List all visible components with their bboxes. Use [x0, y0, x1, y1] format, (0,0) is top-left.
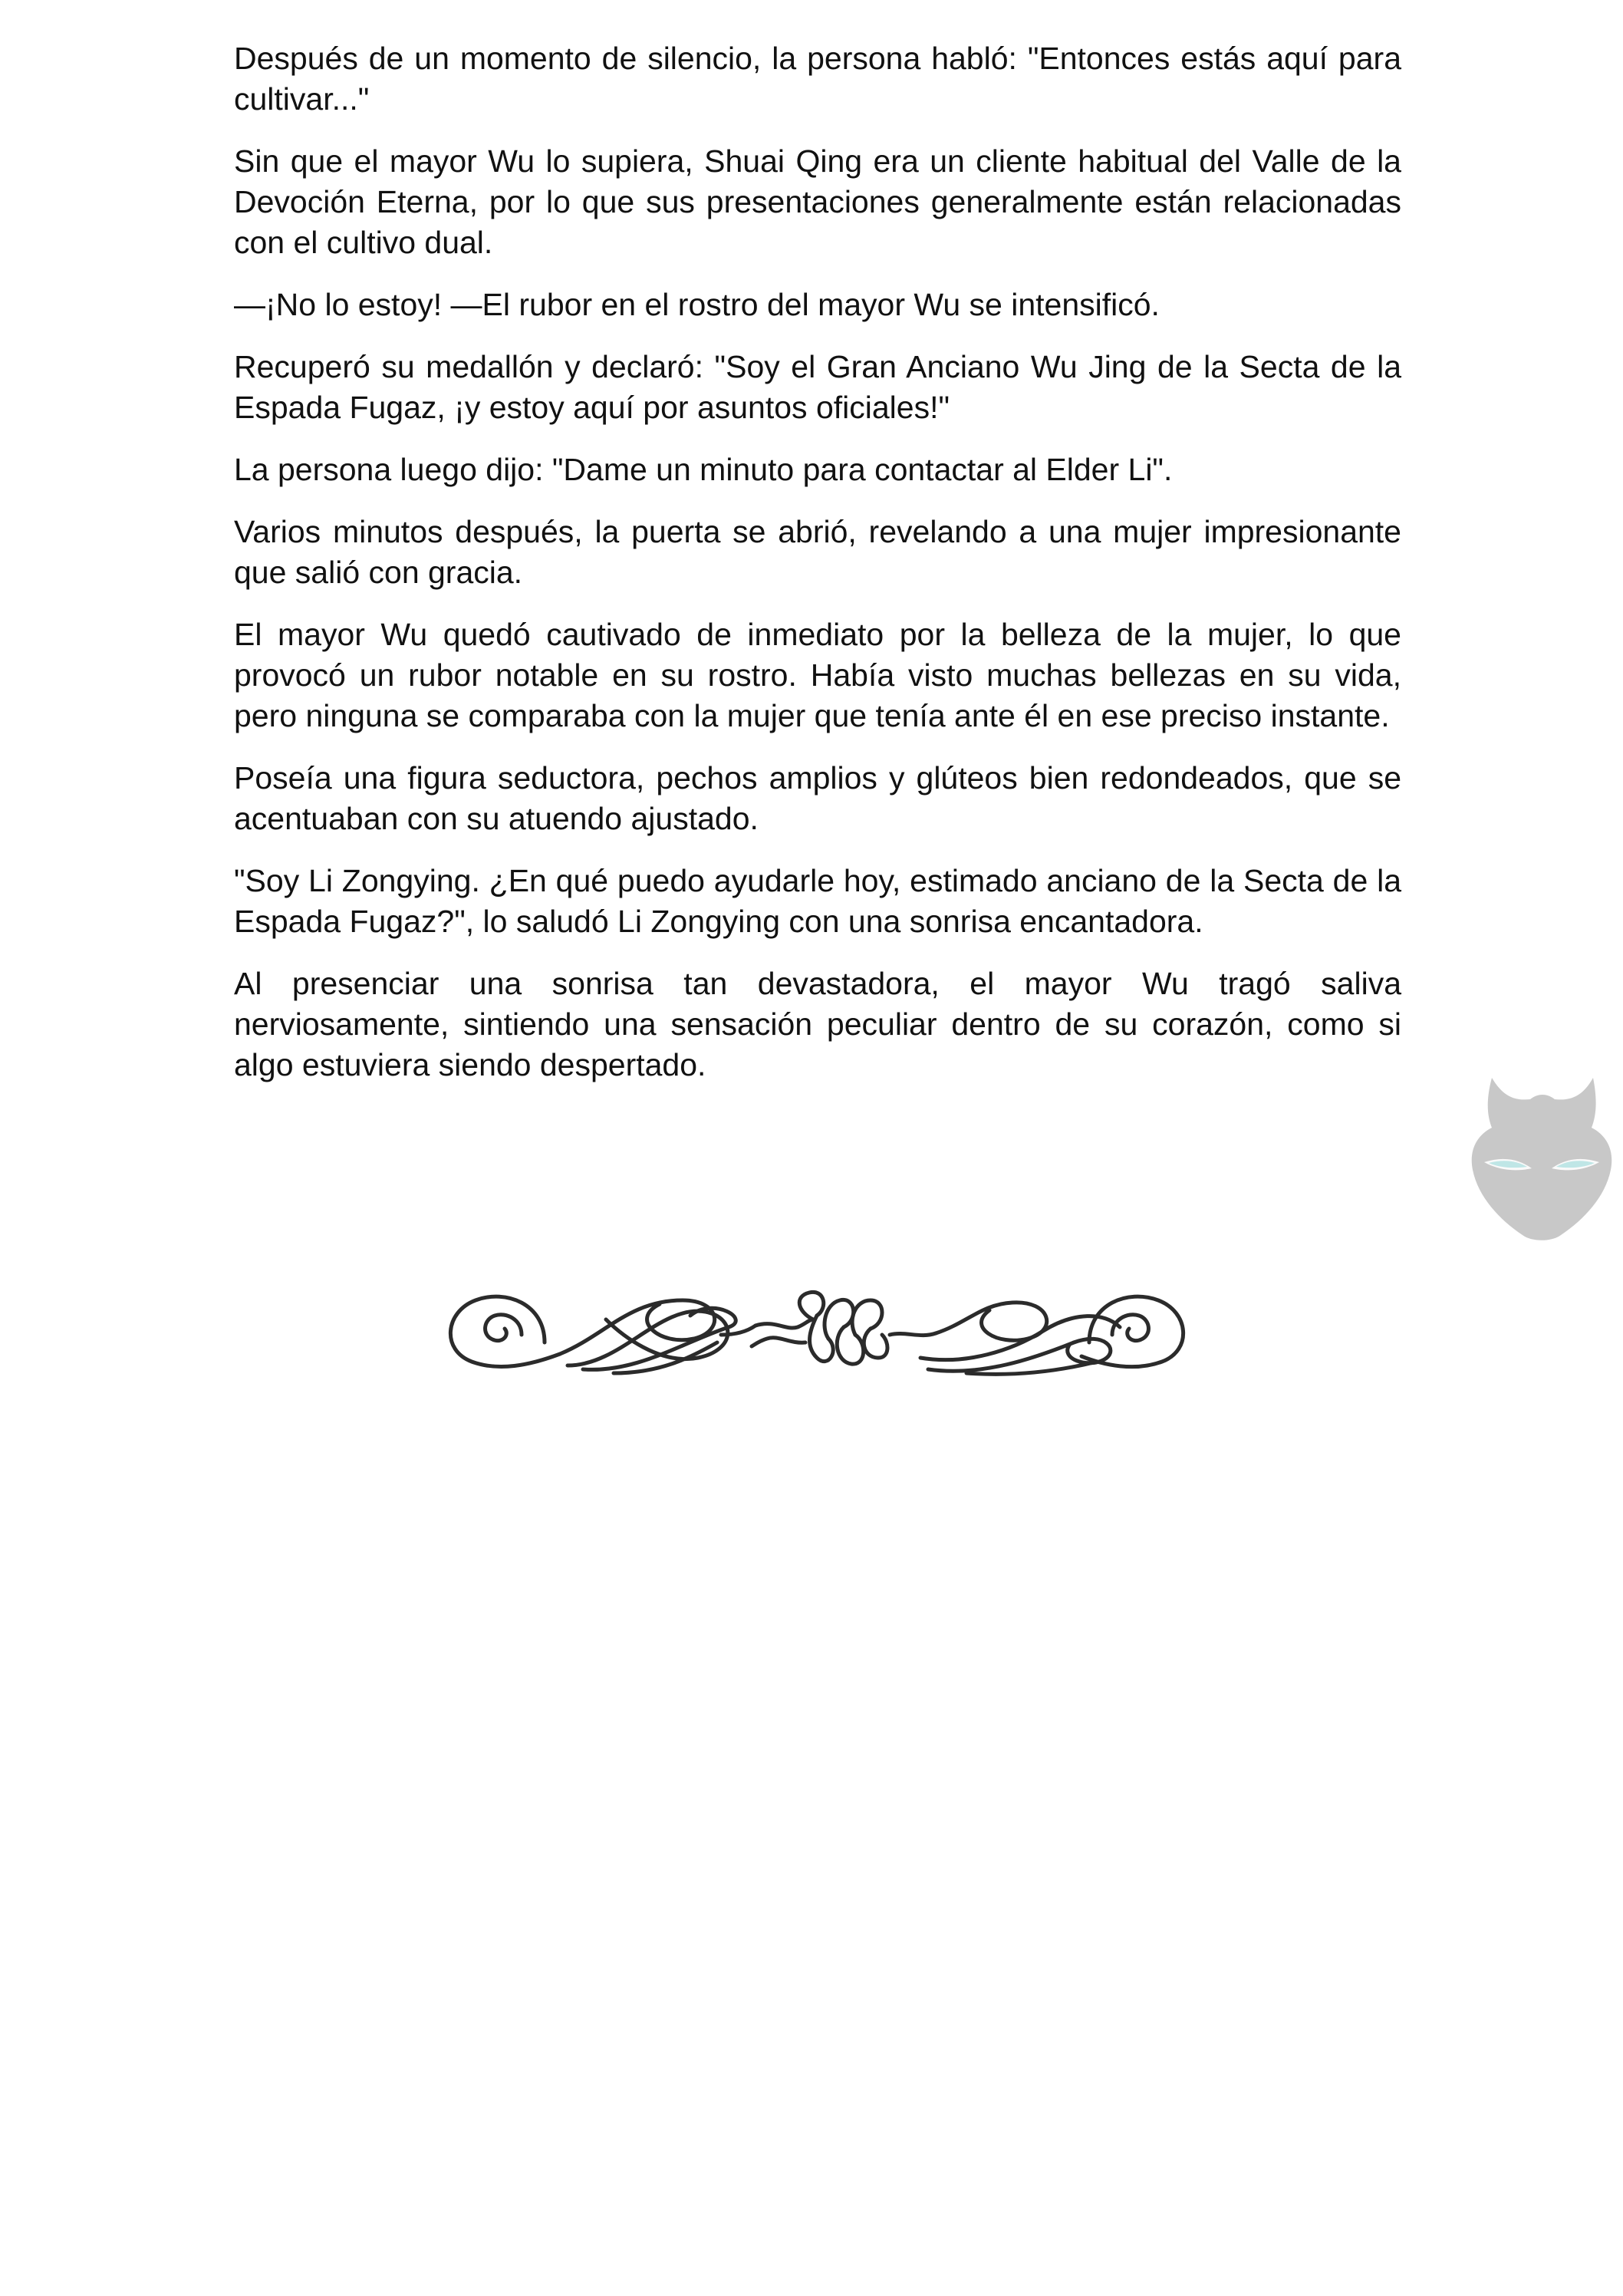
- ornamental-flourish-divider-icon: [430, 1258, 1204, 1396]
- paragraph: —¡No lo estoy! —El rubor en el rostro del mayor Wu se intensificó.: [234, 287, 1160, 322]
- paragraph: La persona luego dijo: "Dame un minuto para contactar al Elder Li".: [234, 452, 1173, 487]
- paragraph: Sin que el mayor Wu lo supiera, Shuai Qing era un cliente habitual del Valle de la Devoción Eterna, por lo que sus presentaciones generalmente están relacionadas con el cultivo dual.: [234, 143, 1401, 260]
- paragraph: Al presenciar una sonrisa tan devastadora, el mayor Wu tragó saliva nerviosamente, sintiendo una sensación peculiar dentro de su corazón, como si algo estuviera siendo despertado.: [234, 966, 1401, 1082]
- paragraph: Varios minutos después, la puerta se abrió, revelando a una mujer impresionante que salió con gracia.: [234, 514, 1401, 590]
- paragraph: Recuperó su medallón y declaró: "Soy el Gran Anciano Wu Jing de la Secta de la Espada Fugaz, ¡y estoy aquí por asuntos oficiales!": [234, 349, 1401, 425]
- demon-head-watermark-icon: [1461, 1070, 1622, 1247]
- body-text: [234, 38, 1401, 1107]
- paragraph: Poseía una figura seductora, pechos amplios y glúteos bien redondeados, que se acentuaban con su atuendo ajustado.: [234, 760, 1401, 836]
- paragraph: El mayor Wu quedó cautivado de inmediato por la belleza de la mujer, lo que provocó un rubor notable en su rostro. Había visto muchas bellezas en su vida, pero ninguna se comparaba con la mujer que tenía ante él en ese preciso instante.: [234, 617, 1401, 733]
- paragraph: "Soy Li Zongying. ¿En qué puedo ayudarle hoy, estimado anciano de la Secta de la Espada Fugaz?", lo saludó Li Zongying con una sonrisa encantadora.: [234, 863, 1401, 939]
- paragraph: Después de un momento de silencio, la persona habló: "Entonces estás aquí para cultivar...": [234, 41, 1401, 117]
